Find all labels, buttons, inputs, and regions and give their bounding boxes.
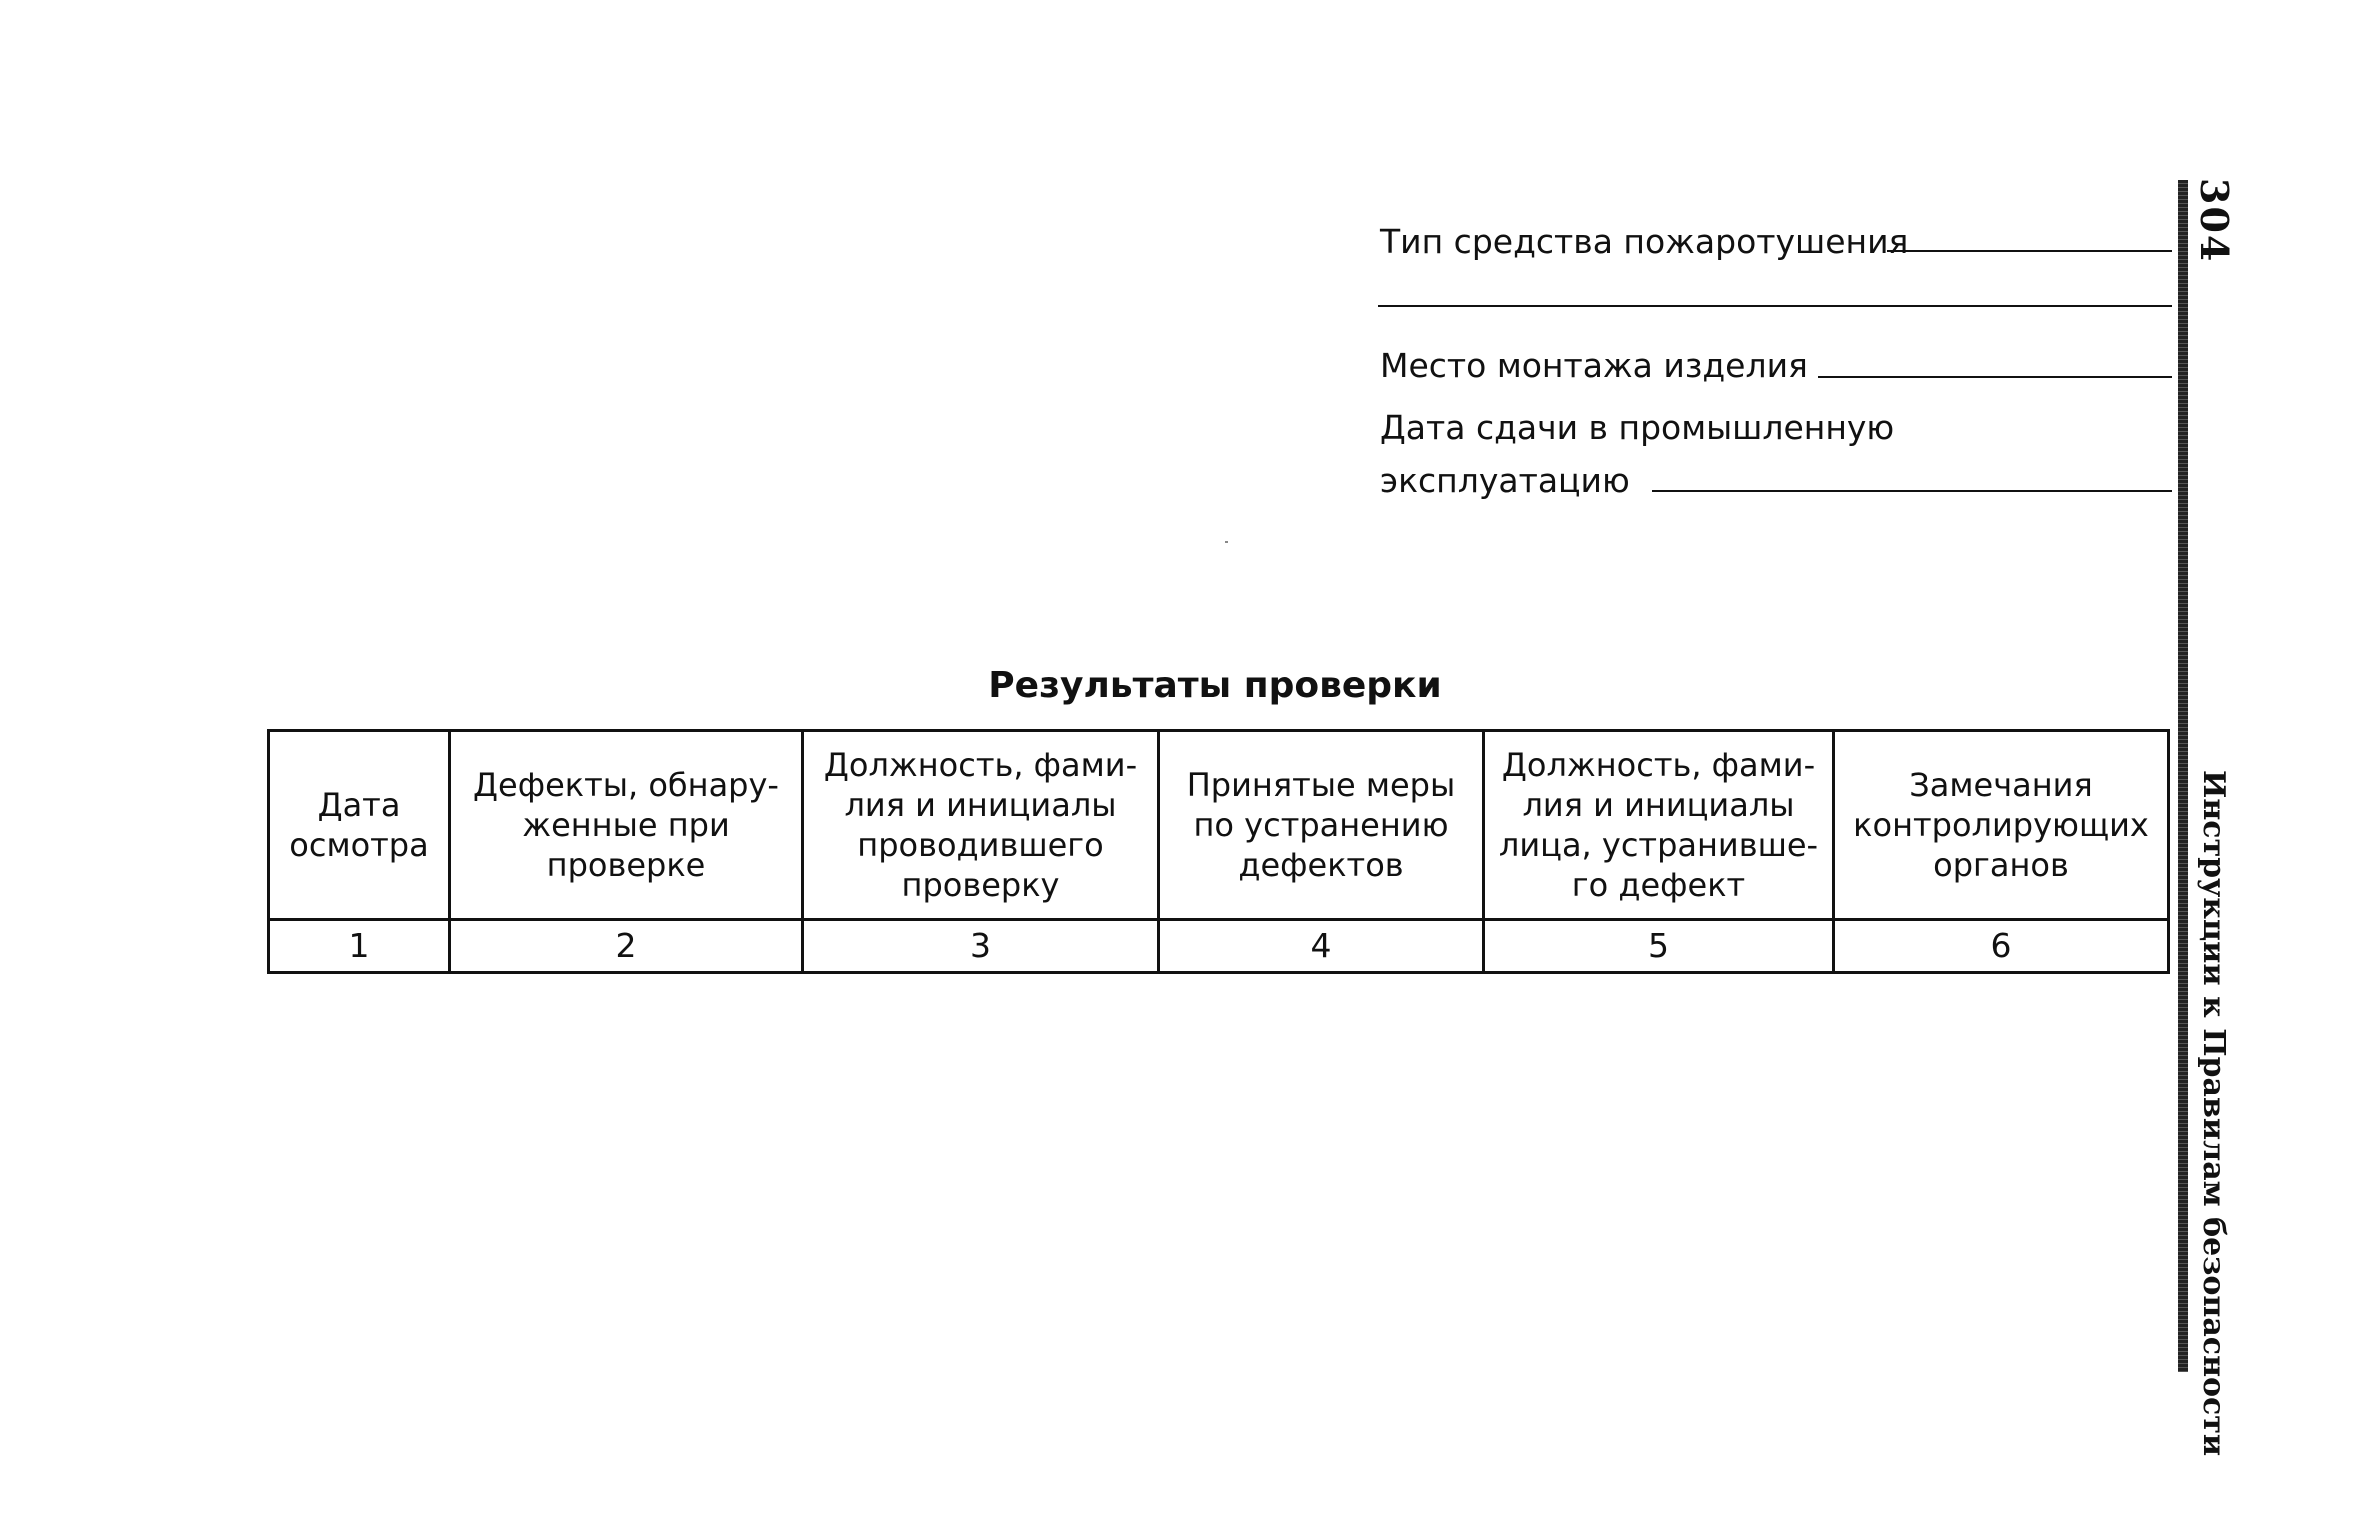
header-line: осмотра [289,826,429,864]
extinguisher-type-blank-continued [1378,305,2172,307]
header-line: дефектов [1238,846,1404,884]
installation-place-label: Место монтажа изделия [1380,346,1808,385]
extinguisher-type-blank [1887,250,2172,252]
installation-place-blank [1818,376,2172,378]
header-line: Замечания [1909,766,2093,804]
column-number: 6 [1834,920,2169,973]
header-line: лия и инициалы [844,786,1117,824]
table-header-row [269,731,2169,920]
header-line: Должность, фами- [823,746,1138,784]
header-defects-found [450,731,803,920]
header-line: Дата [317,786,401,824]
header-line: проводившего [857,826,1104,864]
commissioning-date-label-line2: эксплуатацию [1380,461,1630,500]
header-line: по устранению [1193,806,1449,844]
header-line: органов [1933,846,2069,884]
header-line: Дефекты, обнару- [473,766,779,804]
header-line: женные при [522,806,730,844]
scan-speck [1225,541,1228,543]
page-number: 304 [2192,178,2237,264]
column-number: 3 [803,920,1159,973]
column-number-row [269,920,2169,973]
commissioning-date-label-line1: Дата сдачи в промышленную [1380,408,1895,447]
header-inspector [803,731,1159,920]
extinguisher-type-label: Тип средства пожаротушения [1380,222,1909,261]
header-line: проверке [546,846,706,884]
header-line: го дефект [1571,866,1746,904]
column-number: 2 [450,920,803,973]
header-line: лия и инициалы [1522,786,1795,824]
header-line: лица, устранивше- [1498,826,1819,864]
column-number: 1 [269,920,450,973]
header-inspection-date [269,731,450,920]
header-line: Должность, фами- [1501,746,1816,784]
header-line: контролирующих [1853,806,2149,844]
header-line: проверку [901,866,1060,904]
section-title: Результаты проверки [988,665,1442,706]
commissioning-date-blank [1652,490,2172,492]
column-number: 5 [1484,920,1834,973]
header-fixer [1484,731,1834,920]
column-number: 4 [1159,920,1484,973]
running-title: Инструкции к Правилам безопасности [2196,770,2231,1457]
header-line: Принятые меры [1186,766,1456,804]
results-table [267,729,2170,974]
header-measures-taken [1159,731,1484,920]
spine-rule [2178,180,2188,1372]
header-authority-remarks [1834,731,2169,920]
